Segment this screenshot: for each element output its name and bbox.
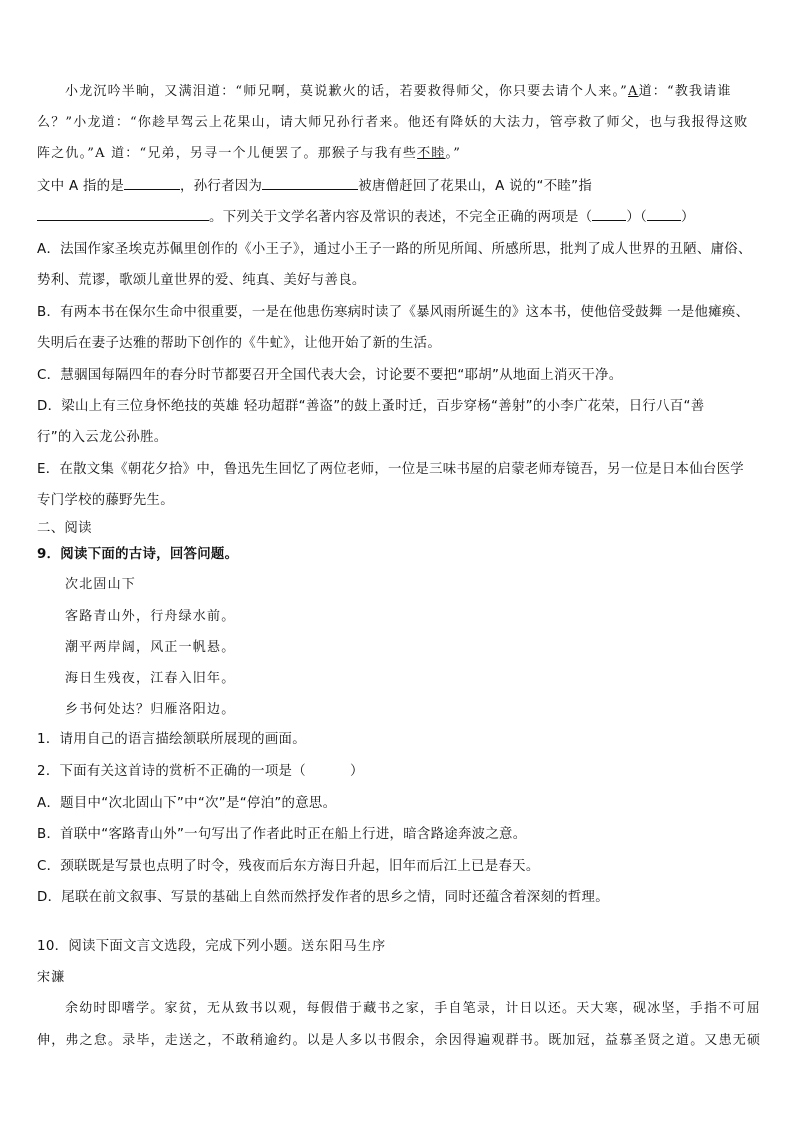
poem-line: 客路青山外，行舟绿水前。 bbox=[65, 609, 236, 624]
q8-option-e-line-2: 专门学校的藤野先生。 bbox=[37, 493, 174, 508]
passage-a-marker: A bbox=[628, 84, 639, 99]
q8-option-b-line-2: 失明后在妻子达雅的帮助下创作的《牛虻》，让他开始了新的生活。 bbox=[37, 336, 442, 351]
answer-blank[interactable] bbox=[262, 175, 358, 190]
section-heading: 二、阅读 bbox=[37, 521, 92, 536]
poem-title: 次北固山下 bbox=[65, 577, 137, 592]
q8-text: 被唐僧赶回了花果山，A 说的“不睦”指 bbox=[358, 179, 593, 194]
passage-line-1 bbox=[65, 80, 787, 99]
q9-option-a: A．题目中“次北固山下”中“次”是“停泊”的意思。 bbox=[37, 796, 337, 811]
poem-line: 海日生残夜，江春入旧年。 bbox=[65, 671, 236, 686]
poem-line: 潮平两岸阔，风正一帆悬。 bbox=[65, 640, 236, 655]
answer-blank[interactable] bbox=[592, 206, 626, 221]
answer-blank[interactable] bbox=[647, 206, 681, 221]
essay-author: 宋濂 bbox=[37, 970, 66, 985]
poem-line: 乡书何处达？归雁洛阳边。 bbox=[65, 702, 236, 717]
passage-underlined-word: 不睦 bbox=[417, 146, 446, 161]
passage-line-2: 么？”小龙道：“你趁早驾云上花果山，请大师兄孙行者来。他还有降妖的大法力，管亭救了师父，也与我报得这败 bbox=[37, 115, 749, 130]
passage-text: 小龙沉吟半晌，又满泪道：“师兄啊，莫说歉火的话，若要救得师父，你只要去请个人来。” bbox=[65, 84, 628, 99]
q8-text: ） bbox=[681, 210, 695, 225]
answer-blank[interactable] bbox=[124, 175, 180, 190]
q10-title-text: 10．阅读下面文言文选段，完成下列小题。 bbox=[37, 939, 302, 954]
q10-essay-title: 送东阳马生序 bbox=[301, 939, 387, 954]
q8-fill-line-1 bbox=[37, 175, 759, 194]
q9-sub2-text: 2．下面有关这首诗的赏析不正确的一项是（ bbox=[37, 764, 306, 779]
q8-option-a-line-1: A．法国作家圣埃克苏佩里创作的《小王子》，通过小王子一路的所见所闻、所感所思，批判了成人世界的丑陋、庸俗、 bbox=[37, 242, 752, 257]
q8-fill-line-2 bbox=[37, 206, 759, 225]
q8-text: ）（ bbox=[626, 210, 648, 225]
q9-sub-question-1: 1．请用自己的语言描绘颔联所展现的画面。 bbox=[37, 732, 306, 747]
q8-option-d-line-2: 行”的入云龙公孙胜。 bbox=[37, 430, 168, 445]
essay-paragraph-line-1: 余幼时即嗜学。家贫，无从致书以观，每假借于藏书之家，手自笔录，计日以还。天大寒，砚冰坚，手指不可屈 bbox=[65, 1001, 761, 1016]
passage-text: 。” bbox=[445, 146, 462, 161]
q10-title bbox=[37, 935, 759, 954]
q8-text: 。下列关于文学名著内容及常识的表述，不完全正确的两项是（ bbox=[209, 210, 593, 225]
q9-option-d: D．尾联在前文叙事、写景的基础上自然而然抒发作者的思乡之情，同时还蕴含着深刻的哲理。 bbox=[37, 890, 609, 905]
q9-sub-question-2 bbox=[37, 760, 759, 779]
q8-option-c: C．慧骃国每隔四年的春分时节都要召开全国代表大会，讨论要不要把“耶胡”从地面上消灭干净。 bbox=[37, 368, 623, 383]
passage-text: 道：“教我请谁 bbox=[638, 84, 732, 99]
q9-option-c: C．颈联既是写景也点明了时令，残夜而后东方海日升起，旧年而后江上已是春天。 bbox=[37, 859, 540, 874]
passage-text: 阵之仇。”A 道：“兄弟，另寻一个儿便罢了。那猴子与我有些 bbox=[37, 146, 418, 161]
q9-sub2-text: ） bbox=[349, 764, 364, 779]
q8-option-a-line-2: 势利、荒谬，歌颂儿童世界的爱、纯真、美好与善良。 bbox=[37, 273, 366, 288]
q8-text: ，孙行者因为 bbox=[180, 179, 263, 194]
q9-option-b: B．首联中“客路青山外”一句写出了作者此时正在船上行进，暗含路途奔波之意。 bbox=[37, 827, 527, 842]
q8-option-e-line-1: E．在散文集《朝花夕拾》中，鲁迅先生回忆了两位老师，一位是三味书屋的启蒙老师寿镜吾，另一位是日本仙台医学 bbox=[37, 462, 744, 477]
q9-title: 9．阅读下面的古诗，回答问题。 bbox=[37, 547, 239, 562]
essay-paragraph-line-2: 伸，弗之怠。录毕，走送之，不敢稍逾约。以是人多以书假余，余因得遍观群书。既加冠，益慕圣贤之道。又患无硕 bbox=[37, 1033, 762, 1048]
q8-text: 文中 A 指的是 bbox=[37, 179, 125, 194]
answer-blank[interactable] bbox=[37, 206, 209, 221]
passage-line-3 bbox=[37, 142, 759, 161]
q8-option-d-line-1: D．梁山上有三位身怀绝技的英雄 轻功超群“善盗”的鼓上蚤时迁，百步穿杨“善射”的小李广花荣，日行八百“善 bbox=[37, 399, 705, 414]
q8-option-b-line-1: B．有两本书在保尔生命中很重要，一是在他患伤寒病时读了《暴风雨所诞生的》这本书，使他倍受鼓舞 一是他瘫痪、 bbox=[37, 305, 750, 320]
